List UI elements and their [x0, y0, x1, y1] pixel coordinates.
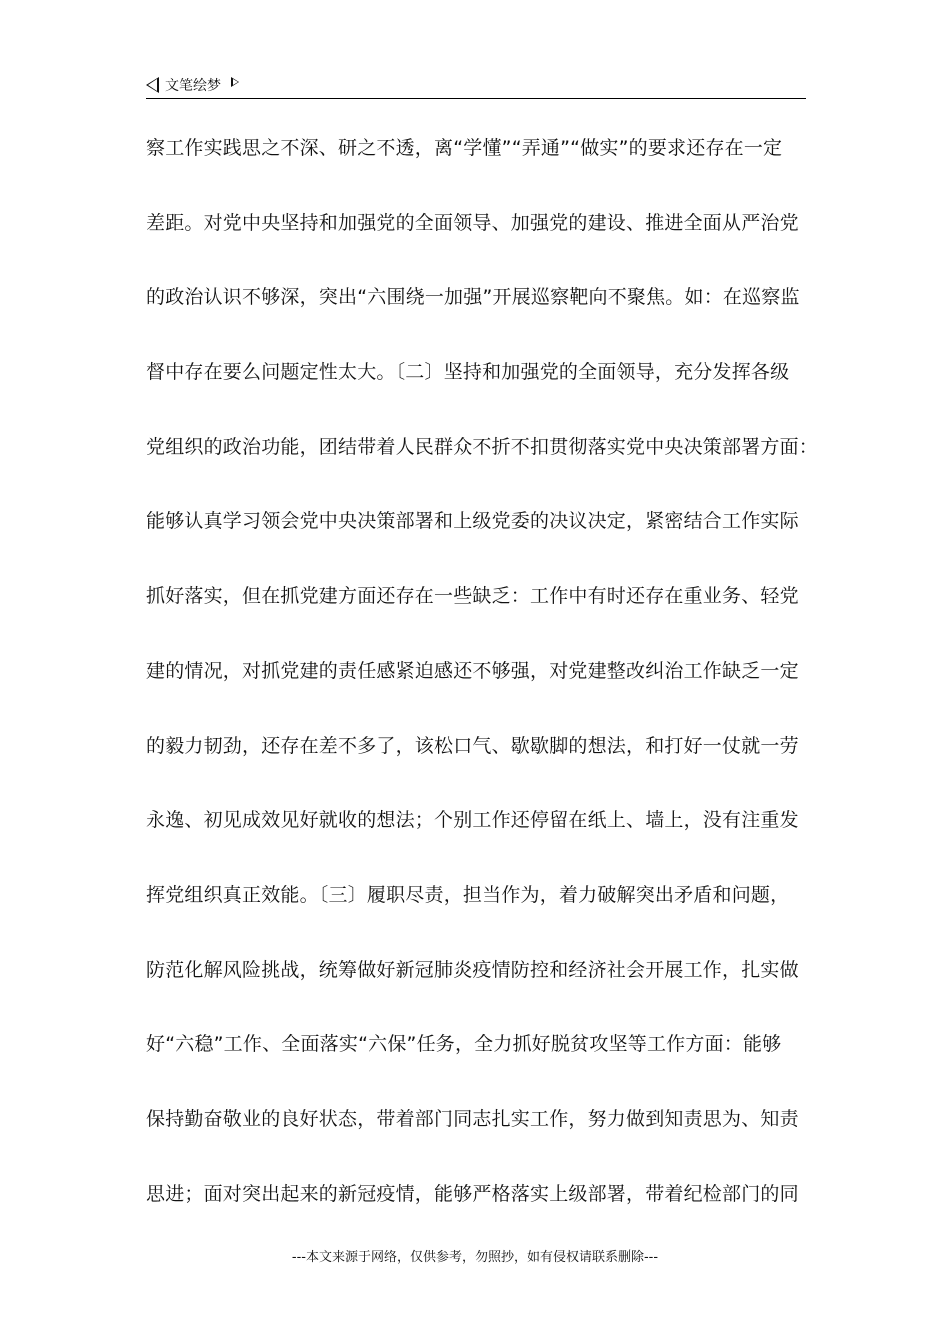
text-line: 能够认真学习领会党中央决策部署和上级党委的决议决定，紧密结合工作实际: [146, 510, 799, 533]
text-line: 永逸、初见成效见好就收的想法；个别工作还停留在纸上、墙上，没有注重发: [146, 809, 799, 832]
header-title: 文笔绘梦: [165, 78, 221, 94]
text-line: 思进；面对突出起来的新冠疫情，能够严格落实上级部署，带着纪检部门的同: [146, 1182, 799, 1205]
page-header: [146, 72, 806, 99]
text-line: 建的情况，对抓党建的责任感紧迫感还不够强，对党建整改纠治工作缺乏一定: [146, 659, 799, 682]
text-line: 保持勤奋敬业的良好状态，带着部门同志扎实工作，努力做到知责思为、知责: [146, 1107, 799, 1130]
document-body: [146, 130, 826, 1250]
text-line: 抓好落实，但在抓党建方面还存在一些缺乏：工作中有时还存在重业务、轻党: [146, 585, 799, 608]
text-line: 察工作实践思之不深、研之不透，离“学懂”“弄通”“做实”的要求还存在一定: [146, 137, 783, 159]
text-line: 好“六稳”工作、全面落实“六保”任务，全力抓好脱贫攻坚等工作方面：能够: [146, 1033, 782, 1056]
text-line: 党组织的政治功能，团结带着人民群众不折不扣贯彻落实党中央决策部署方面：: [146, 435, 819, 458]
triangle-left-icon: [146, 77, 159, 93]
text-line: 差距。对党中央坚持和加强党的全面领导、加强党的建设、推进全面从严治党: [146, 211, 799, 234]
text-line: 防范化解风险挑战，统筹做好新冠肺炎疫情防控和经济社会开展工作，扎实做: [146, 958, 799, 981]
text-line: 挥党组织真正效能。〔三〕履职尽责，担当作为，着力破解突出矛盾和问题，: [146, 883, 790, 906]
triangle-right-icon: [231, 77, 239, 87]
text-line: 的政治认识不够深，突出“六围绕一加强”开展巡察靶向不聚焦。如：在巡察监: [146, 286, 800, 309]
text-line: 督中存在要么问题定性太大。〔二〕坚持和加强党的全面领导，充分发挥各级: [146, 361, 790, 384]
page-footer-disclaimer: ---本文来源于网络，仅供参考，勿照抄，如有侵权请联系删除---: [291, 1250, 659, 1265]
text-line: 的毅力韧劲，还存在差不多了，该松口气、歇歇脚的想法，和打好一仗就一劳: [146, 734, 799, 757]
